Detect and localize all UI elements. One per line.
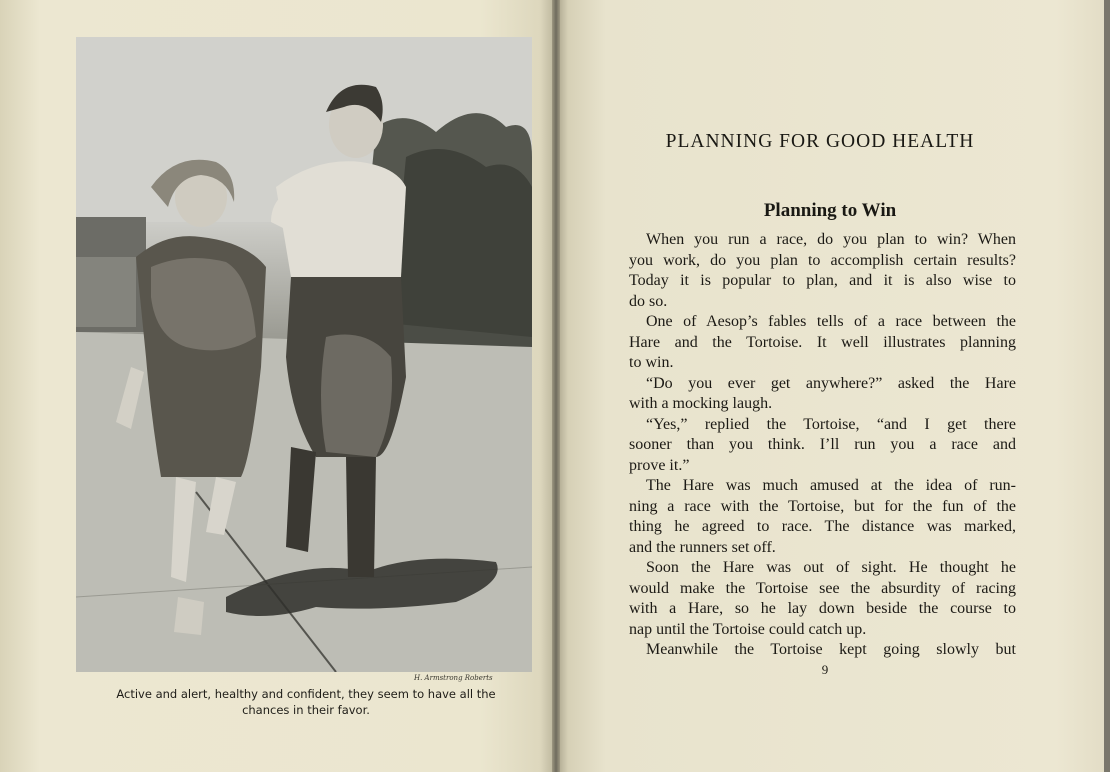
text-line: to win. xyxy=(629,354,674,371)
book-gutter xyxy=(552,0,560,772)
text-line: Hare and the Tortoise. It well illustrates planning xyxy=(629,333,1016,351)
photo-credit: H. Armstrong Roberts xyxy=(414,674,493,682)
text-line: Soon the Hare was out of sight. He thought he xyxy=(646,559,1016,576)
text-line: The Hare was much amused at the idea of run- xyxy=(646,477,1016,494)
photo-illustration xyxy=(76,37,532,672)
photo-caption xyxy=(100,686,512,718)
caption-line: chances in their favor. xyxy=(242,703,370,717)
text-line: When you run a race, do you plan to win? When xyxy=(646,231,1016,248)
photo-children-running xyxy=(76,37,532,672)
text-line: with a Hare, so he lay down beside the course to xyxy=(629,600,1016,617)
text-line: you work, do you plan to accomplish certain results? xyxy=(629,251,1016,269)
text-line: ning a race with the Tortoise, but for the fun of the xyxy=(629,497,1016,515)
text-line: One of Aesop’s fables tells of a race between the xyxy=(646,313,1016,330)
text-line: “Yes,” replied the Tortoise, “and I get there xyxy=(646,415,1016,433)
section-title: Planning to Win xyxy=(763,200,897,221)
text-line: sooner than you think. I’ll run you a race and xyxy=(629,436,1016,453)
text-line: Meanwhile the Tortoise kept going slowly but xyxy=(646,641,1016,658)
chapter-title: PLANNING FOR GOOD HEALTH xyxy=(665,131,975,152)
text-line: with a mocking laugh. xyxy=(629,395,773,412)
text-line: “Do you ever get anywhere?” asked the Hare xyxy=(646,374,1016,392)
text-line: nap until the Tortoise could catch up. xyxy=(629,620,867,638)
text-line: would make the Tortoise see the absurdity of racing xyxy=(629,579,1016,597)
text-line: do so. xyxy=(629,292,668,310)
body-text xyxy=(629,230,1016,661)
text-line: prove it.” xyxy=(629,456,690,474)
text-line: and the runners set off. xyxy=(629,538,776,556)
text-line: Today it is popular to plan, and it is also wise to xyxy=(629,272,1016,289)
page-edge xyxy=(1104,0,1110,772)
caption-line: Active and alert, healthy and confident, they seem to have all the xyxy=(116,687,496,701)
page-number: 9 xyxy=(821,662,829,677)
text-line: thing he agreed to race. The distance was marked, xyxy=(629,518,1016,535)
